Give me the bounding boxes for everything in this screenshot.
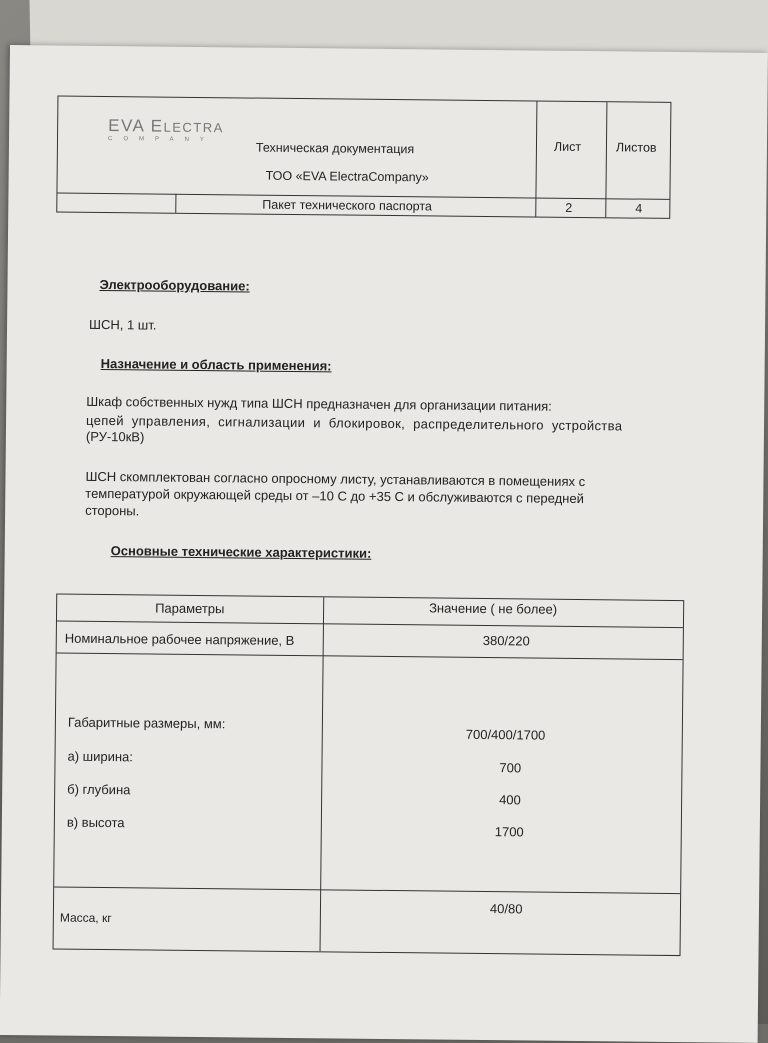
dims-label: Габаритные размеры, мм: xyxy=(67,714,226,732)
header-table xyxy=(56,95,671,218)
config-line: стороны. xyxy=(85,502,140,519)
purpose-title: Назначение и область применения: xyxy=(100,355,332,374)
table-divider xyxy=(57,653,683,661)
purpose-line: цепей управления, сигнализации и блокировок, распределительного устройства xyxy=(85,412,623,434)
specs-title: Основные технические характеристики: xyxy=(110,543,372,561)
purpose-line: Шкаф собственных нужд типа ШСН предназначен для организации питания: xyxy=(86,393,552,414)
doc-title: Техническая документация xyxy=(255,140,415,157)
col-header-params: Параметры xyxy=(155,600,225,617)
table-divider xyxy=(57,621,683,629)
package-name: Пакет технического паспорта xyxy=(262,197,432,214)
header-divider xyxy=(535,102,537,217)
col-header-value: Значение ( не более) xyxy=(429,600,558,617)
config-line: ШСН скомплектован согласно опросному листу, устанавливаются в помещениях с xyxy=(85,468,586,490)
mass-label: Масса, кг xyxy=(59,910,112,926)
table-divider xyxy=(320,597,325,951)
sheet-value: 2 xyxy=(565,200,573,215)
sheets-value: 4 xyxy=(635,201,643,216)
sheet-label: Лист xyxy=(553,139,582,154)
depth-label: б) глубина xyxy=(67,781,131,798)
depth-value: 400 xyxy=(499,792,521,808)
height-value: 1700 xyxy=(494,824,524,840)
table-divider xyxy=(54,887,680,895)
specs-table xyxy=(53,594,685,957)
voltage-value: 380/220 xyxy=(482,632,530,649)
header-divider xyxy=(605,102,607,217)
equipment-text: ШСН, 1 шт. xyxy=(89,316,157,333)
config-line: температурой окружающей среды от –10 С до +35 С и обслуживаются с передней xyxy=(85,485,584,507)
equipment-title: Электрооборудование: xyxy=(99,276,250,294)
document-page xyxy=(0,45,768,1043)
header-divider xyxy=(175,194,176,213)
company-name: ТОО «EVA ElectraCompany» xyxy=(265,168,429,185)
height-label: в) высота xyxy=(66,814,125,831)
sheets-label: Листов xyxy=(615,140,657,155)
mass-value: 40/80 xyxy=(489,901,523,917)
company-logo: EVA ELECTRA COMPANY xyxy=(107,116,224,144)
purpose-line: (РУ-10кВ) xyxy=(85,428,145,445)
width-label: а) ширина: xyxy=(67,748,134,765)
dims-value: 700/400/1700 xyxy=(465,726,546,743)
width-value: 700 xyxy=(499,760,522,776)
voltage-label: Номинальное рабочее напряжение, В xyxy=(64,630,295,649)
